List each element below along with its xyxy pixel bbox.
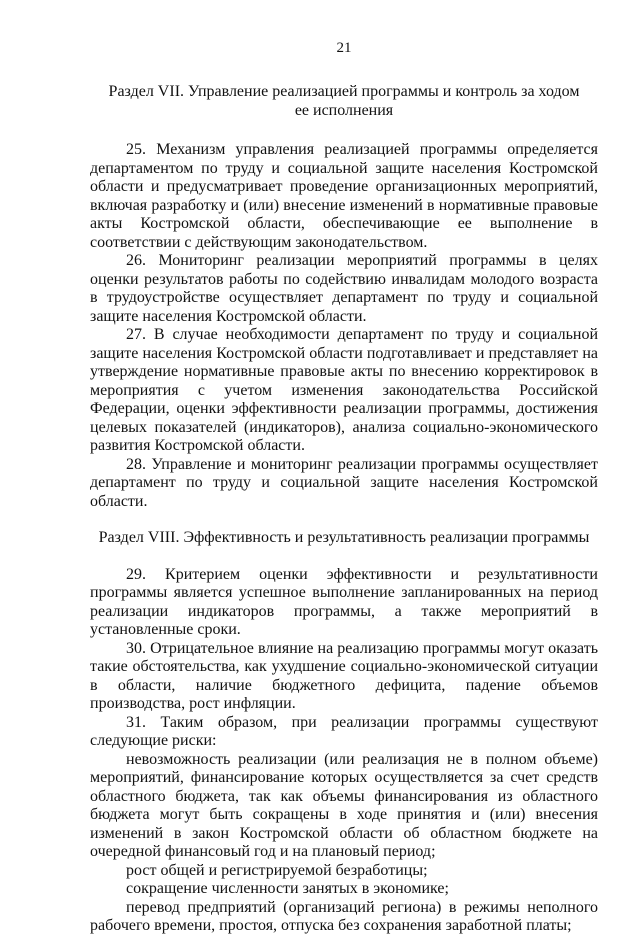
paragraph-29: 29. Критерием оценки эффективности и результативности программы является успешное выполнение запланированных на период реализации индикаторов программы, а также мероприятий в установленные сроки. <box>90 565 598 638</box>
risk-item-3: сокращение численности занятых в экономике; <box>126 880 449 897</box>
paragraph-30: 30. Отрицательное влияние на реализацию программы могут оказать такие обстоятельства, как ухудшение социально-экономической ситуации в области, наличие бюджетного дефицита, падение объемов производства, рост инфляции. <box>90 639 598 712</box>
section-7-title-line-1: Раздел VII. Управление реализацией программы и контроль за ходом <box>108 83 580 100</box>
section-7-title <box>90 83 598 120</box>
paragraph-26: 26. Мониторинг реализации мероприятий программы в целях оценки результатов работы по содействию инвалидам молодого возраста в трудоустройстве осуществляет департамент по труду и социальной защите населения Костромской области. <box>90 252 598 325</box>
paragraph-25: 25. Механизм управления реализацией программы определяется департаментом по труду и социальной защите населения Костромской области и предусматривает проведение организационных мероприятий, включая разработку и (или) внесение изменений в нормативные правовые акты Костромской области, обеспечивающие ее выполнение в соответствии с действующим законодательством. <box>90 141 598 251</box>
paragraph-27: 27. В случае необходимости департамент по труду и социальной защите населения Костромской области подготавливает и представляет на утверждение нормативные правовые акты по внесению корректировок в мероприятия с учетом изменения законодательства Российской Федерации, оценки эффективности реализации программы, достижения целевых показателей (индикаторов), анализа социально-экономического развития Костромской области. <box>90 326 598 454</box>
risk-item-4: перевод предприятий (организаций региона) в режимы неполного рабочего времени, простоя, отпуска без сохранения заработной платы; <box>90 898 598 934</box>
paragraph-31: 31. Таким образом, при реализации программы существуют следующие риски: <box>90 713 598 749</box>
page-number: 21 <box>336 40 352 56</box>
paragraph-28: 28. Управление и мониторинг реализации программы осуществляет департамент по труду и социальной защите населения Костромской области. <box>90 455 598 510</box>
section-7-title-line-2: ее исполнения <box>294 101 394 119</box>
document-page <box>90 40 598 936</box>
section-8-title: Раздел VIII. Эффективность и результативность реализации программы <box>98 529 590 546</box>
risk-item-1: невозможность реализации (или реализация не в полном объеме) мероприятий, финансирование которых осуществляется за счет средств областного бюджета, так как объемы финансирования из областного бюджета могут быть сокращены в ходе принятия и (или) внесения изменений в закон Костромской области об областном бюджете на очередной финансовый год и на плановый период; <box>90 750 598 860</box>
risk-item-2: рост общей и регистрируемой безработицы; <box>126 861 428 879</box>
